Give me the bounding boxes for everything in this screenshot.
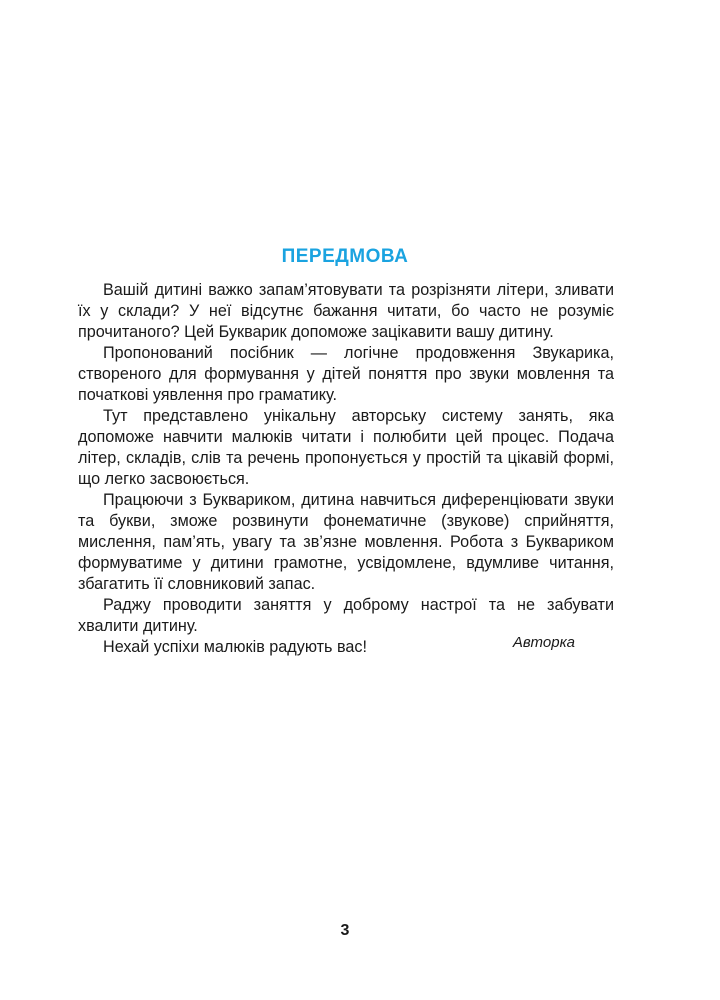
page-title: ПЕРЕДМОВА [281,246,409,267]
page-number: 3 [340,922,350,939]
paragraph-1: Вашій дитині важко запам’ятовувати та розрізняти літери, зливати їх у склади? У неї відсутнє бажання читати, бо часто не розуміє прочитаного? Цей Букварик допоможе зацікавити вашу дитину. [78,281,614,341]
paragraph-5: Раджу проводити заняття у доброму настрої та не забувати хвалити дитину. [78,596,614,635]
paragraph-4: Працюючи з Буквариком, дитина навчиться диференціювати звуки та букви, зможе розвинути фонематичне (звукове) сприйняття, мислення, пам’ять, увагу та зв’язне мовлення. Робота з Буквариком формуватиме у дитини грамотне, усвідомлене, вдумливе читання, збагатить її словниковий запас. [78,491,614,593]
author-signature: Авторка [512,634,575,651]
paragraph-6: Нехай успіхи малюків радують вас! [103,638,367,656]
preface-body [78,280,614,658]
paragraph-2: Пропонований посібник — логічне продовження Звукарика, створеного для формування у дітей поняття про звуки мовлення та початкові уявлення про граматику. [78,344,614,404]
paragraph-3: Тут представлено унікальну авторську систему занять, яка допоможе навчити малюків читати і полюбити цей процес. Подача літер, складів, слів та речень пропонується у простій та цікавій формі, що легко засвоюється. [78,407,614,488]
